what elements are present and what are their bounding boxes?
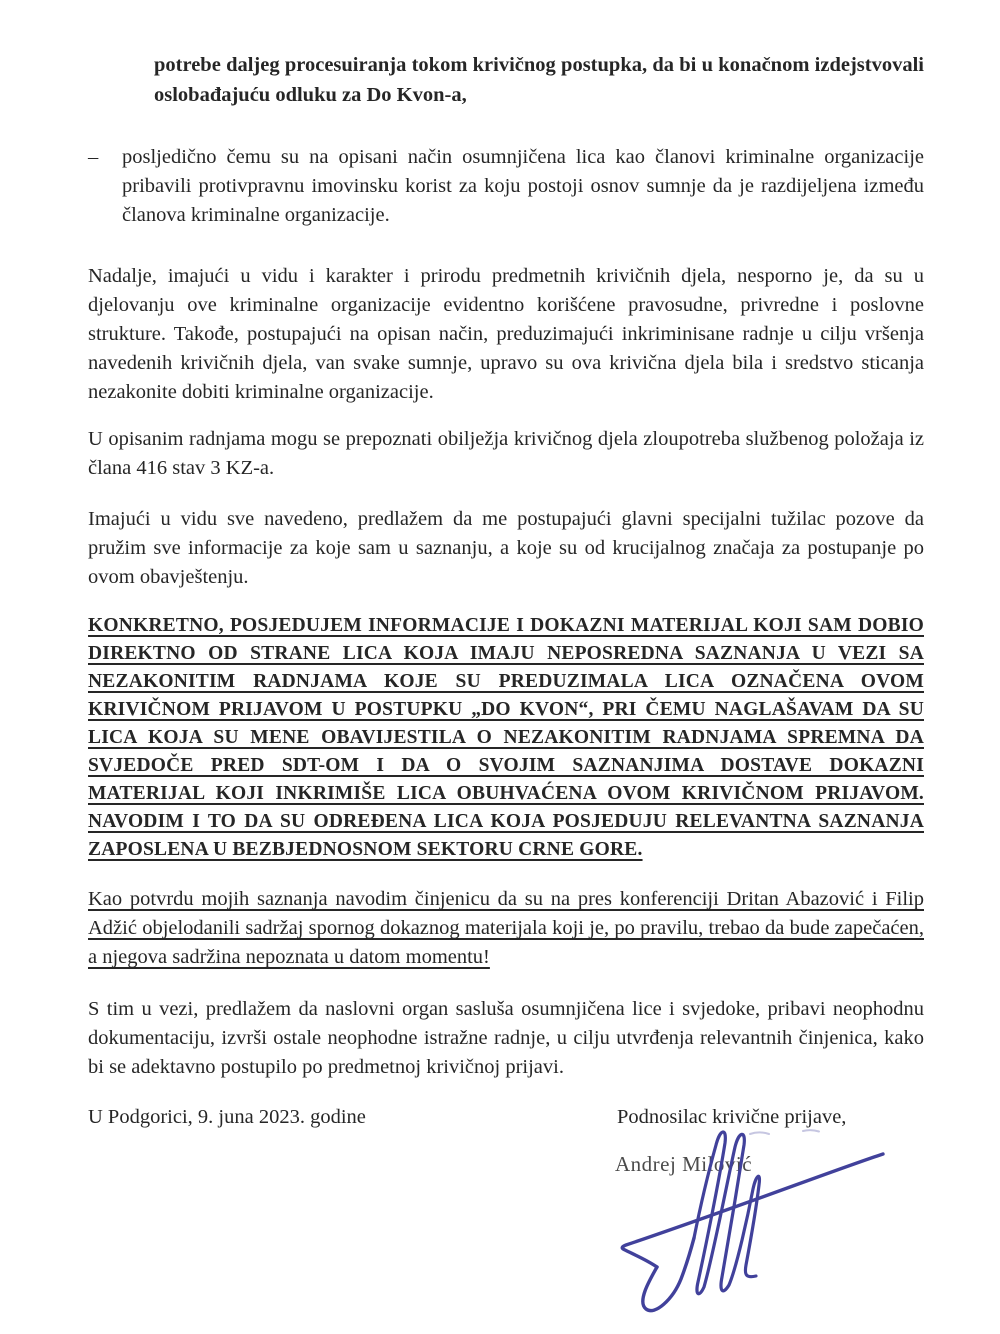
bullet-dash: – bbox=[88, 146, 99, 168]
signature-block-row bbox=[88, 1103, 924, 1133]
place-and-date: U Podgorici, 9. juna 2023. godine bbox=[88, 1106, 366, 1128]
submitter-name: Andrej Milović bbox=[615, 1152, 753, 1176]
paragraph-kao-potvrdu-underlined: Kao potvrdu mojih saznanja navodim činjenicu da su na pres konferenciji Dritan Abazović i Filip Adžić objelodanili sadržaj spornog dokaznog materijala koji je, po pravilu, trebao da bude zapečaćen, a njegova sadržina nepoznata u datom momentu! bbox=[88, 888, 924, 968]
paragraph-konkretno-bold-underlined: KONKRETNO, POSJEDUJEM INFORMACIJE I DOKAZNI MATERIJAL KOJI SAM DOBIO DIREKTNO OD STRANE LICA KOJA IMAJU NEPOSREDNA SAZNANJA U VEZI SA NEZAKONITIM RADNJAMA KOJE SU PREDUZIMALA LICA OZNAČENA OVOM KRIVIČNOM PRIJAVOM U POSTUPKU „DO KVON“, PRI ČEMU NAGLAŠAVAM DA SU LICA KOJA SU MENE OBAVIJESTILA O NEZAKONITIM RADNJAMA SPREMNA DA SVJEDOČE PRED SDT-OM I DA O SVOJIM SAZNANJIMA DOSTAVE DOKAZNI MATERIJAL KOJI INKRIMIŠE LICA OBUHVAĆENA OVOM KRIVIČNOM PRIJAVOM. NAVODIM I TO DA SU ODREĐENA LICA KOJA POSJEDUJU RELEVANTNA SAZNANJA ZAPOSLENA U BEZBJEDNOSNOM SEKTORU CRNE GORE. bbox=[88, 615, 924, 860]
bullet-item bbox=[88, 143, 924, 230]
submitter-label: Podnosilac krivične prijave, bbox=[617, 1106, 847, 1128]
paragraph-imajuci: Imajući u vidu sve navedeno, predlažem da me postupajući glavni specijalni tužilac pozove da pružim sve informacije za koje sam u saznanju, a koje su od krucijalnog značaja za postupanje po ovom obavještenju. bbox=[88, 508, 924, 588]
bullet-item-text: posljedično čemu su na opisani način osumnjičena lica kao članovi kriminalne organizacije pribavili protivpravnu imovinsku korist za koju postoji osnov sumnje da je razdijeljena između članova kriminalne organizacije. bbox=[122, 146, 924, 226]
paragraph-nadalje: Nadalje, imajući u vidu i karakter i prirodu predmetnih krivičnih djela, nesporno je, da su u djelovanju ove kriminalne organizacije evidentno korišćene pravosudne, privredne i poslovne strukture. Takođe, postupajući na opisan način, preduzimajući inkriminisane radnje u cilju vršenja navedenih krivičnih djela, van svake sumnje, upravo su ova krivična djela bila i sredstvo sticanja nezakonite dobiti kriminalne organizacije. bbox=[88, 265, 924, 403]
paragraph-obiljezja: U opisanim radnjama mogu se prepoznati obilježja krivičnog djela zloupotreba službenog položaja iz člana 416 stav 3 KZ-a. bbox=[88, 428, 924, 479]
document-body bbox=[88, 50, 924, 1133]
paragraph-s-tim-u-vezi: S tim u vezi, predlažem da naslovni organ sasluša osumnjičena lice i svjedoke, pribavi neophodnu dokumentaciju, izvrši ostale neophodne istražne radnje, u cilju utvrđenja relevantnih činjenica, kako bi se adektavno postupilo po predmetnoj krivičnoj prijavi. bbox=[88, 998, 924, 1078]
intro-bold-paragraph: potrebe daljeg procesuiranja tokom krivičnog postupka, da bi u konačnom izdejstvovali oslobađajuću odluku za Do Kvon-a, bbox=[154, 54, 924, 106]
